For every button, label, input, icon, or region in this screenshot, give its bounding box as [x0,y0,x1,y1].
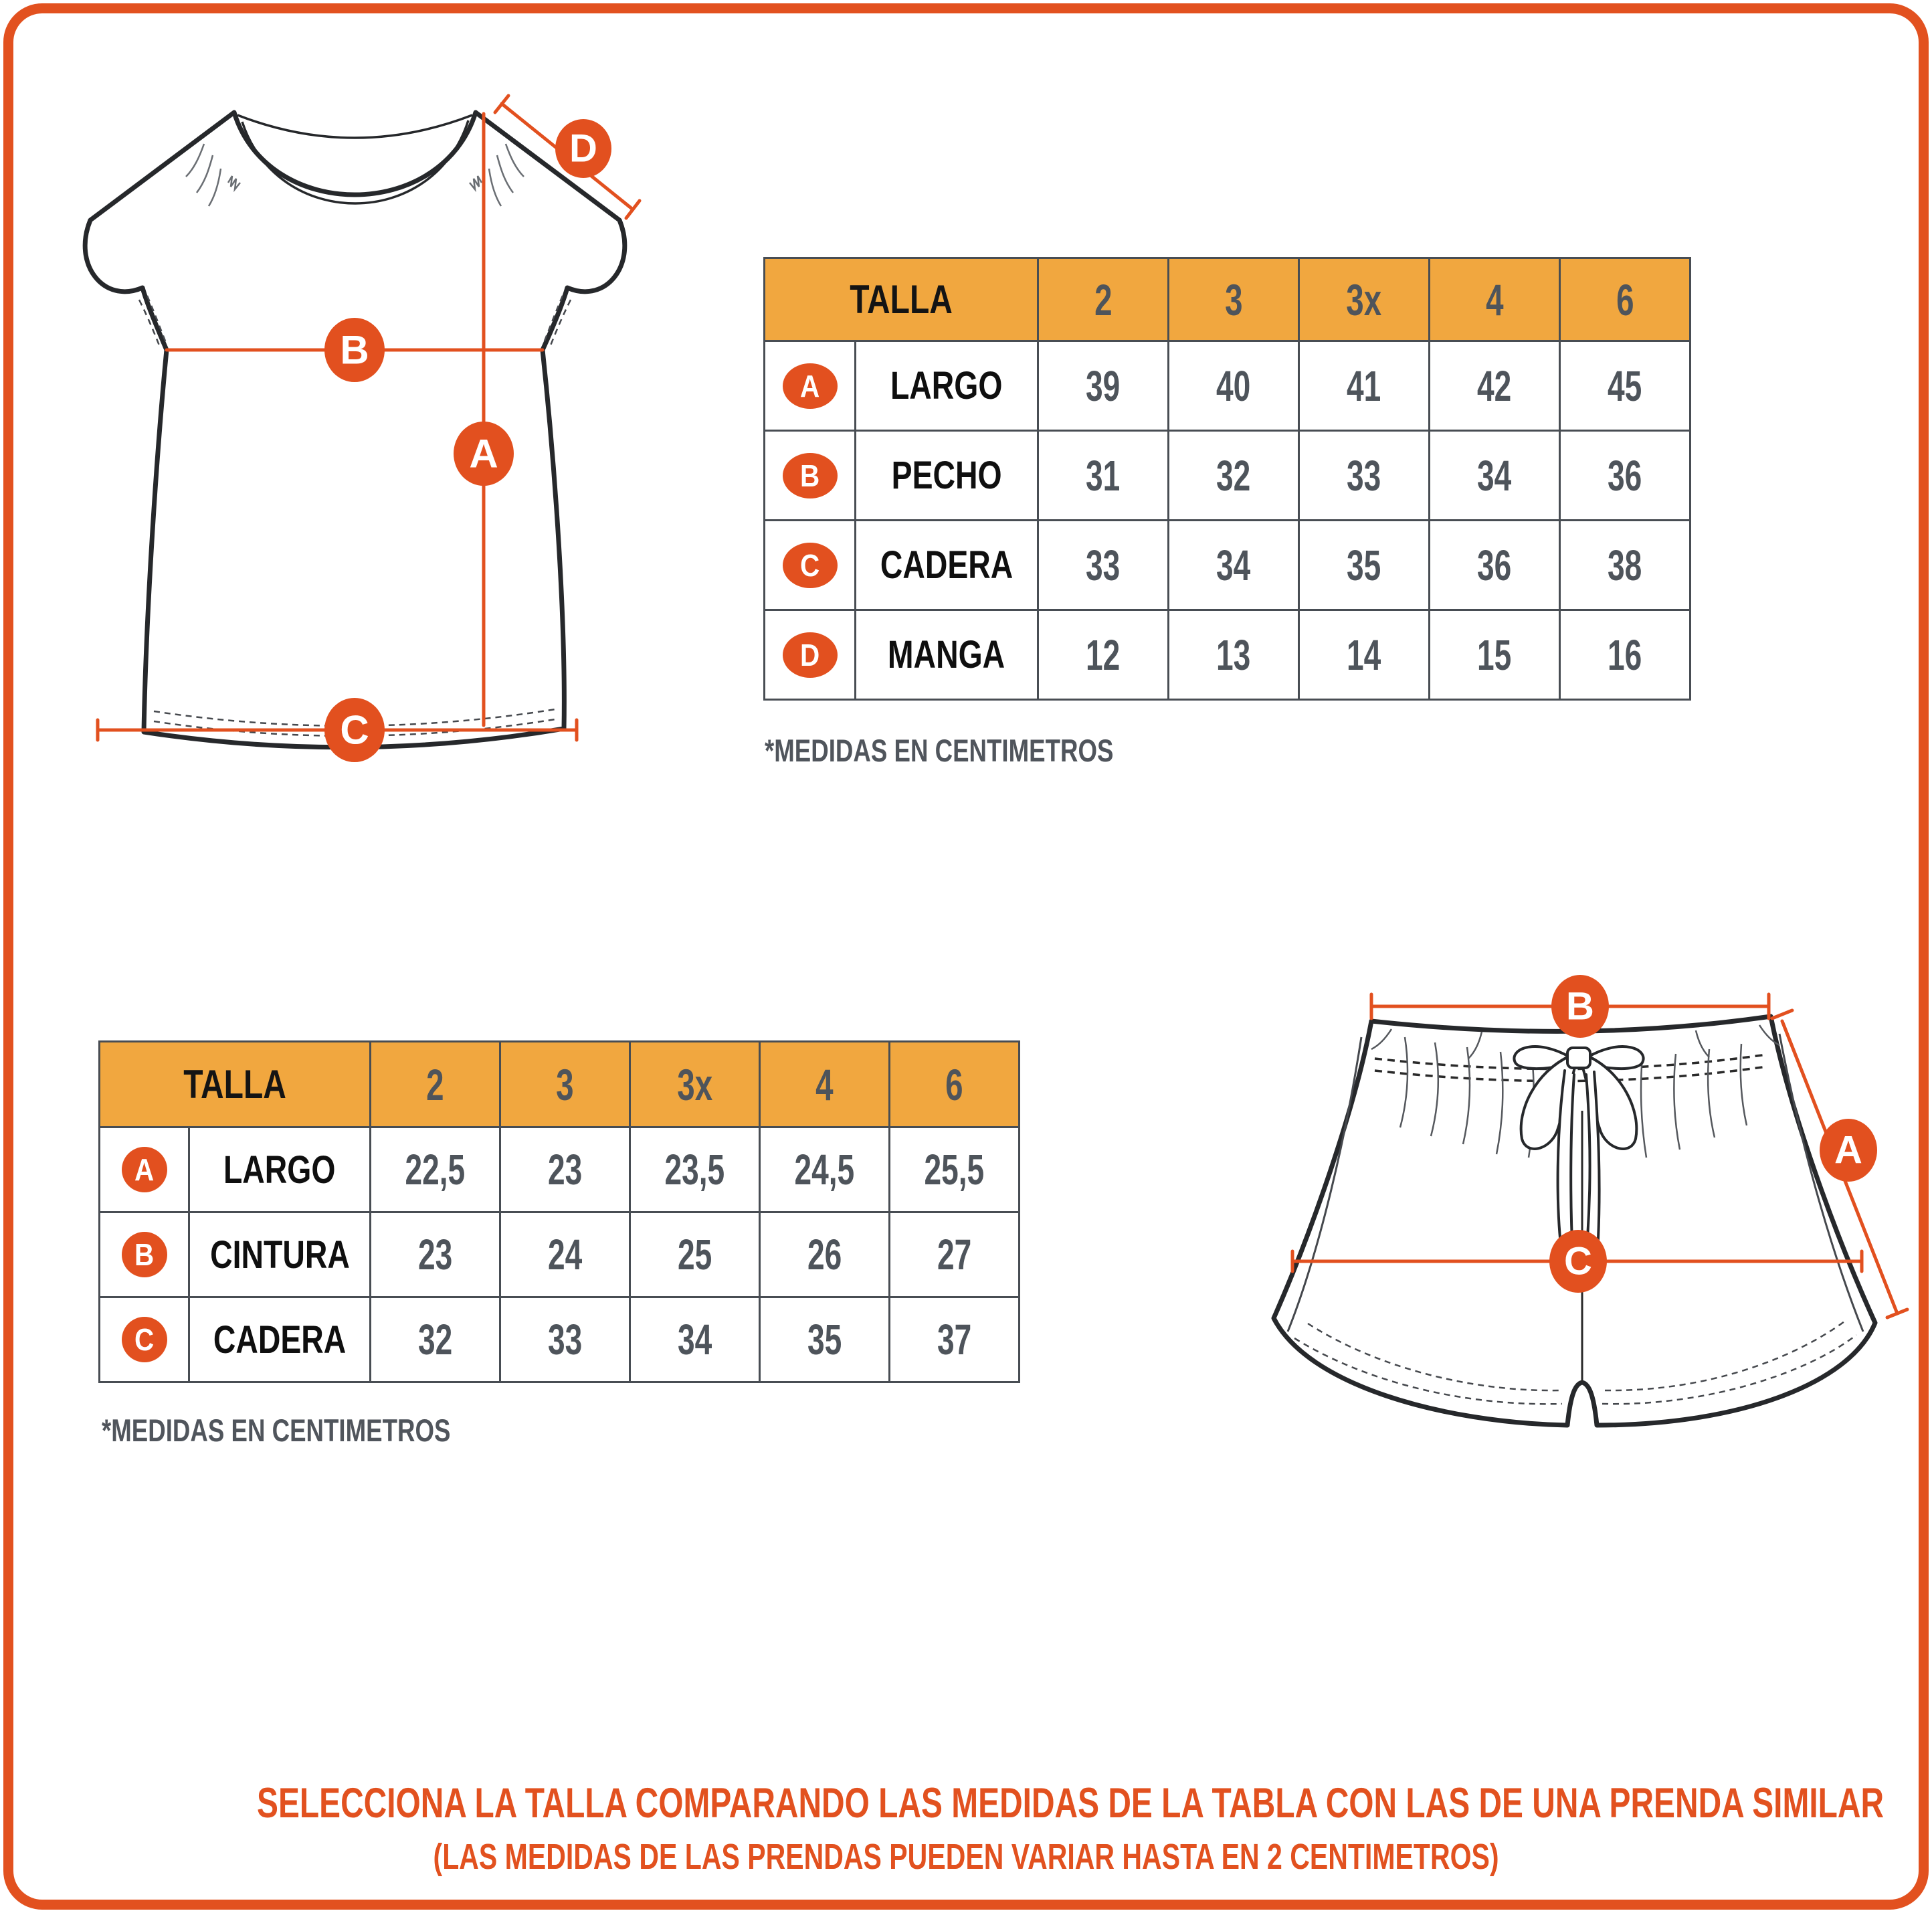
cell-value: 33 [1299,431,1430,521]
shorts-size-table [98,1040,1020,1383]
cell-value: 40 [1169,341,1299,431]
cell-value: 34 [1430,431,1560,521]
header-cell-size-3: 3 [1169,258,1299,341]
header-cell-size-4: 4 [1430,258,1560,341]
cell-value: 41 [1299,341,1430,431]
header-cell-talla [100,1042,371,1127]
cell-value: 24 [500,1212,630,1297]
shorts-marker-b-label: B [1566,984,1594,1028]
cell-value: 35 [760,1297,890,1382]
cell-value: 23,5 [630,1127,760,1212]
tshirt-marker-c-label: C [340,707,369,753]
tshirt-marker-a-label: A [469,431,498,476]
footer-disclaimer-line: (LAS MEDIDAS DE LAS PRENDAS PUEDEN VARIAR HASTA EN 2 CENTIMETROS) [433,1837,1499,1877]
cell-value: 45 [1560,341,1691,431]
cell-label: PECHO [856,431,1038,521]
measure-badge-c: C [122,1317,167,1362]
shorts-table-footnote: *MEDIDAS EN CENTIMETROS [102,1413,451,1448]
cell-value: 39 [1038,341,1169,431]
cell-marker [765,341,856,431]
cell-value: 22,5 [371,1127,500,1212]
measure-badge-b: B [122,1232,167,1277]
cell-marker [765,610,856,700]
measure-badge-b: B [783,453,838,498]
header-cell-size-2: 2 [371,1042,500,1127]
tshirt-marker-d-label: D [569,126,597,171]
tshirt-outline [85,112,625,747]
cell-value: 16 [1560,610,1691,700]
header-talla-label: TALLA [183,1062,286,1107]
header-cell-size-4: 4 [760,1042,890,1127]
cell-value: 36 [1560,431,1691,521]
cell-value: 31 [1038,431,1169,521]
cell-value: 13 [1169,610,1299,700]
cell-label: LARGO [856,341,1038,431]
cell-value: 12 [1038,610,1169,700]
cell-value: 33 [1038,521,1169,610]
cell-value: 23 [500,1127,630,1212]
header-cell-size-6: 6 [890,1042,1020,1127]
cell-value: 23 [371,1212,500,1297]
cell-value: 24,5 [760,1127,890,1212]
measure-badge-d: D [783,632,838,678]
cell-value: 35 [1299,521,1430,610]
cell-value: 34 [1169,521,1299,610]
cell-label: CADERA [856,521,1038,610]
measure-badge-a: A [122,1147,167,1192]
cell-label: MANGA [856,610,1038,700]
shorts-marker-c-label: C [1564,1239,1592,1283]
cell-label: CADERA [189,1297,371,1382]
tshirt-size-table [763,257,1691,701]
header-cell-talla [765,258,1038,341]
table-row-pecho [765,431,1691,521]
cell-label: LARGO [189,1127,371,1212]
cell-label: CINTURA [189,1212,371,1297]
cell-marker [100,1212,189,1297]
table-row-cadera [765,521,1691,610]
cell-value: 33 [500,1297,630,1382]
cell-value: 32 [371,1297,500,1382]
cell-value: 37 [890,1297,1020,1382]
cell-value: 25,5 [890,1127,1020,1212]
cell-value: 42 [1430,341,1560,431]
header-cell-size-3x: 3x [1299,258,1430,341]
header-cell-size-3x: 3x [630,1042,760,1127]
table-row-manga [765,610,1691,700]
cell-value: 34 [630,1297,760,1382]
table-header-row [765,258,1691,341]
shorts-line-drawing [1268,957,1910,1445]
header-cell-size-6: 6 [1560,258,1691,341]
cell-value: 25 [630,1212,760,1297]
header-cell-size-3: 3 [500,1042,630,1127]
cell-marker [100,1127,189,1212]
cell-marker [100,1297,189,1382]
table-row-cadera [100,1297,1020,1382]
cell-value: 14 [1299,610,1430,700]
measure-badge-a: A [783,363,838,409]
cell-value: 36 [1430,521,1560,610]
footer-instruction-line: SELECCIONA LA TALLA COMPARANDO LAS MEDIDAS DE LA TABLA CON LAS DE UNA PRENDA SIMILAR [257,1780,1885,1827]
header-talla-label: TALLA [850,277,953,322]
table-row-largo [100,1127,1020,1212]
cell-value: 27 [890,1212,1020,1297]
shorts-marker-a-label: A [1834,1128,1862,1172]
table-row-largo [765,341,1691,431]
header-cell-size-2: 2 [1038,258,1169,341]
cell-marker [765,521,856,610]
cell-value: 26 [760,1212,890,1297]
cell-value: 38 [1560,521,1691,610]
cell-marker [765,431,856,521]
table-header-row [100,1042,1020,1127]
tshirt-marker-b-label: B [340,327,369,373]
tshirt-table-footnote: *MEDIDAS EN CENTIMETROS [765,733,1114,768]
cell-value: 15 [1430,610,1560,700]
cell-value: 32 [1169,431,1299,521]
measure-badge-c: C [783,543,838,588]
tshirt-line-drawing [40,94,656,763]
table-row-cintura [100,1212,1020,1297]
